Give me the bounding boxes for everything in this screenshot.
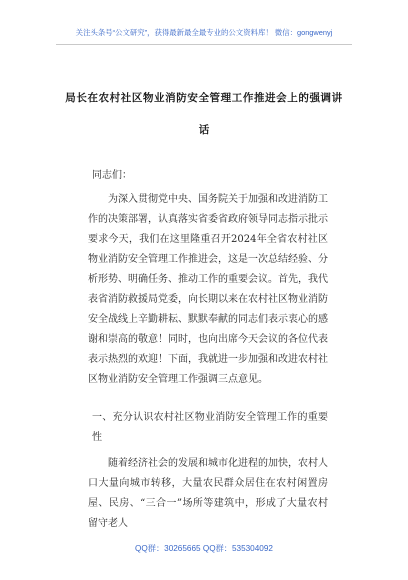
document-title-continued: 话 xyxy=(198,124,210,136)
section-heading-one: 一、充分认识农村社区物业消防安全管理工作的重要性 xyxy=(92,412,328,443)
salutation: 同志们： xyxy=(92,170,132,181)
footer-contact-text: QQ群：30265665 QQ群：535304092 xyxy=(135,544,273,553)
document-title: 局长在农村社区物业消防安全管理工作推进会上的强调讲 xyxy=(65,92,343,104)
body-paragraph-intro: 为深入贯彻党中央、国务院关于加强和改进消防工作的决策部署，认真落实省委省政府领导同志指示批示要求今天，我们在这里隆重召开2024年全省农村社区物业消防安全管理工作推进会，这是一次总结经验、分析形势、明确任务、推动工作的重要会议。首先，我代表省消防救援局党委，向长期以来在农村社区物业消防安全战线上辛勤耕耘、默默奉献的同志们表示衷心的感谢和崇高的敬意！同时，也向出席今天会议的各位代表表示热烈的欢迎！下面，我就进一步加强和改进农村社区物业消防安全管理工作强调三点意见。 xyxy=(88,194,328,385)
header-watermark-text: 关注头条号“公文研究”，获得最新最全最专业的公文资料库！ 微信：gongwenyj xyxy=(75,28,333,37)
header-divider xyxy=(56,44,352,45)
body-paragraph-background: 随着经济社会的发展和城市化进程的加快，农村人口大量向城市转移，大量农民群众居住在农村闲置房屋、民房、“三合一”场所等建筑中，形成了大量农村留守老人 xyxy=(88,458,328,529)
